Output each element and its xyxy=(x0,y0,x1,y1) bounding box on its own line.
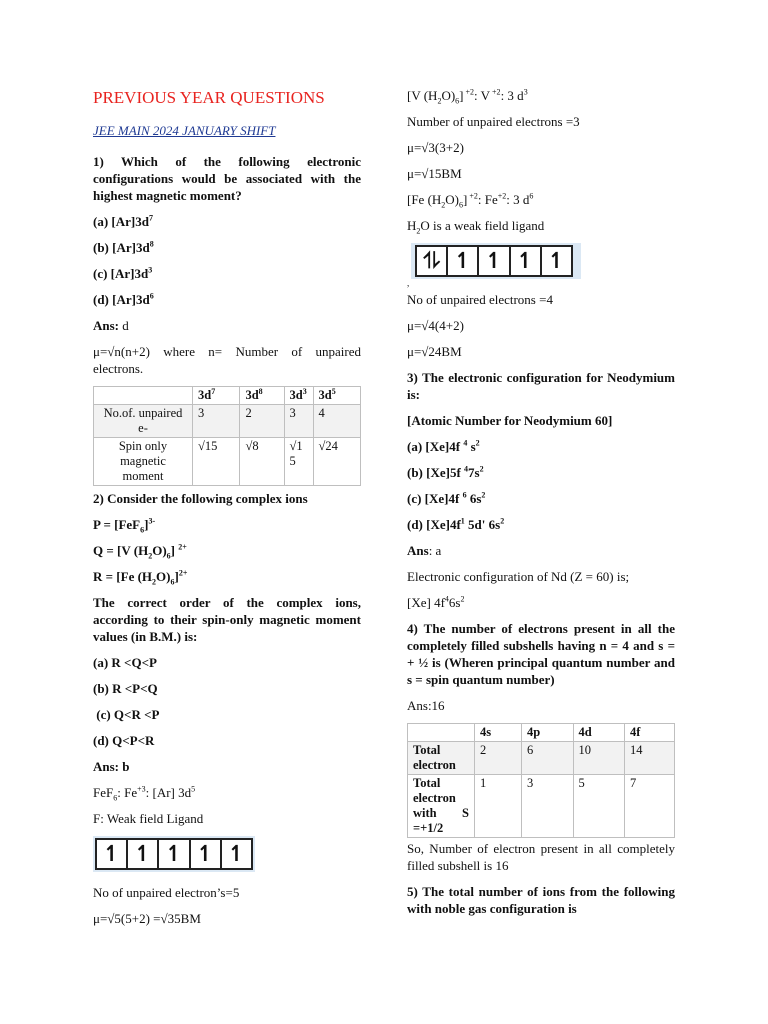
fe-complex-config: [Fe $(H_2O)_6$] $^{+2}$: $Fe^{+2}$: 3 $d^6$ xyxy=(407,191,534,210)
table-cell xyxy=(94,387,193,405)
orbital-box: ↿ xyxy=(189,840,220,868)
q2-option-a: (a) R <Q<P xyxy=(93,655,157,670)
table-cell: 4 xyxy=(313,405,360,438)
q2-option-d: (d) Q<P<R xyxy=(93,733,155,748)
complex-p: $P = [FeF_6]^{3-}$ xyxy=(93,516,156,535)
fe3-orbital-diagram xyxy=(93,836,255,872)
q1-answer: Ans: d xyxy=(93,318,129,333)
exam-subtitle: JEE MAIN 2024 JANUARY SHIFT xyxy=(93,123,276,138)
orbital-box: ↿ xyxy=(509,247,540,275)
orbital-box: ↿ xyxy=(126,840,157,868)
table-cell: 7 xyxy=(624,775,674,838)
stray-comma: , xyxy=(407,278,410,288)
magnetic-moment-table xyxy=(93,386,361,486)
question-2-stem: 2) Consider the following complex ions xyxy=(93,491,308,506)
h2o-note: $H_2O$ is a weak field ligand xyxy=(407,218,545,236)
fe3-unpaired: No of unpaired electron’s=5 xyxy=(93,885,240,900)
table-cell: Total electron with S =+1/2 xyxy=(408,775,475,838)
left-column xyxy=(93,88,361,936)
v-mu-1: μ=√3(3+2) xyxy=(407,140,464,155)
q1-option-c: (c) $[Ar]3d^3$ xyxy=(93,265,153,281)
table-cell: 6 xyxy=(522,742,573,775)
right-column xyxy=(407,87,675,926)
complex-q: Q = [V $(H_2O)_6$] $^{2+}$ xyxy=(93,542,187,561)
table-cell: 2 xyxy=(475,742,522,775)
table-cell: 14 xyxy=(624,742,674,775)
q3-atomic-number: [Atomic Number for Neodymium 60] xyxy=(407,413,613,428)
q2-option-c: (c) Q<R <P xyxy=(93,707,160,722)
fe3-mu: μ=√5(5+2) =√35BM xyxy=(93,911,201,926)
table-row xyxy=(408,742,675,775)
table-cell: $3d^8$ xyxy=(240,387,284,405)
orbital-box: ↿ xyxy=(446,247,477,275)
q1-formula: μ=√n(n+2) where n= Number of unpaired electrons. xyxy=(93,344,361,376)
table-cell: √15 xyxy=(193,438,240,486)
v-mu-2: μ=√15BM xyxy=(407,166,462,181)
v-complex-config: [V $(H_2O)_6$] $^{+2}$: V $^{+2}$: 3 $d^3$ xyxy=(407,87,528,106)
table-cell: √24 xyxy=(313,438,360,486)
orbital-box: ⥮ xyxy=(423,248,440,274)
orbital-box: ↿ xyxy=(102,841,121,867)
q2-option-b: (b) R <P<Q xyxy=(93,681,158,696)
table-cell xyxy=(408,724,475,742)
q3-answer: Ans: a xyxy=(407,543,442,558)
table-cell: 3 xyxy=(284,405,313,438)
table-row xyxy=(94,438,361,486)
question-1-stem: 1) Which of the following electronic configurations would be associated with the highest magnetic moment? xyxy=(93,154,361,203)
table-cell: $3d^7$ xyxy=(193,387,240,405)
table-cell: 4f xyxy=(624,724,674,742)
q2-ask: The correct order of the complex ions, according to their spin-only magnetic moment values (in B.M.) is: xyxy=(93,595,361,644)
fe2-mu-1: μ=√4(4+2) xyxy=(407,318,464,333)
page-title: PREVIOUS YEAR QUESTIONS xyxy=(93,88,325,107)
table-cell: 4p xyxy=(522,724,573,742)
question-4-stem: 4) The number of electrons present in all the completely filled subshells having n = 4 and s = + ½ is (Wheren principal quantum number and s = spin quantum number) xyxy=(407,621,675,687)
table-cell: 3 xyxy=(522,775,573,838)
q2-answer: Ans: b xyxy=(93,759,130,774)
table-cell: Total electron xyxy=(408,742,475,775)
q3-option-c: (c) [Xe]4f $^6$ $6s^2$ xyxy=(407,490,486,506)
table-cell: 4s xyxy=(475,724,522,742)
fe2-mu-2: μ=√24BM xyxy=(407,344,462,359)
table-cell: No.of. unpaired e- xyxy=(94,405,193,438)
q3-option-d: (d) $[Xe]4f^1$ 5d' $6s^2$ xyxy=(407,516,505,532)
fef6-config: FeF$_6$: $Fe^{+3}$: [Ar] $3d^5$ xyxy=(93,784,196,803)
table-row xyxy=(94,405,361,438)
q3-config: [Xe] $4f^46s^2$ xyxy=(407,594,465,610)
table-row xyxy=(94,387,361,405)
table-cell: Spin only magnetic moment xyxy=(94,438,193,486)
question-3-stem: 3) The electronic configuration for Neodymium is: xyxy=(407,370,675,402)
v-unpaired: Number of unpaired electrons =3 xyxy=(407,114,580,129)
complex-r: R = [Fe $(H_2O)_6]^{2+}$ xyxy=(93,568,188,587)
q4-conclusion: So, Number of electron present in all completely filled subshell is 16 xyxy=(407,841,675,873)
q3-option-b: (b) [Xe]5f $^47s^2$ xyxy=(407,464,484,480)
orbital-box: ↿ xyxy=(540,247,571,275)
orbital-box: ↿ xyxy=(157,840,188,868)
table-cell: $3d^3$ xyxy=(284,387,313,405)
subshell-electron-table xyxy=(407,723,675,838)
table-cell: 2 xyxy=(240,405,284,438)
ligand-note: F: Weak field Ligand xyxy=(93,811,204,826)
orbital-box: ↿ xyxy=(477,247,508,275)
table-cell: $3d^5$ xyxy=(313,387,360,405)
fe2-orbital-diagram xyxy=(411,243,581,279)
table-row xyxy=(408,775,675,838)
table-cell: 4d xyxy=(573,724,624,742)
table-cell: 3 xyxy=(193,405,240,438)
table-cell: 10 xyxy=(573,742,624,775)
table-cell: √8 xyxy=(240,438,284,486)
q3-option-a: (a) [Xe]4f $^4$ $s^2$ xyxy=(407,438,480,454)
q3-config-text: Electronic configuration of Nd (Z = 60) is; xyxy=(407,569,630,584)
table-row xyxy=(408,724,675,742)
q1-option-d: (d) $[Ar]3d^6$ xyxy=(93,291,154,307)
fe2-unpaired: No of unpaired electrons =4 xyxy=(407,292,553,307)
question-5-stem: 5) The total number of ions from the following with noble gas configuration is xyxy=(407,884,675,916)
q1-option-a: (a) $[Ar]3d^7$ xyxy=(93,213,153,229)
orbital-box: ↿ xyxy=(220,840,251,868)
table-cell: 5 xyxy=(573,775,624,838)
table-cell: √15 xyxy=(284,438,313,486)
q1-option-b: (b) $[Ar]3d^8$ xyxy=(93,239,154,255)
table-cell: 1 xyxy=(475,775,522,838)
q4-answer: Ans:16 xyxy=(407,698,445,713)
